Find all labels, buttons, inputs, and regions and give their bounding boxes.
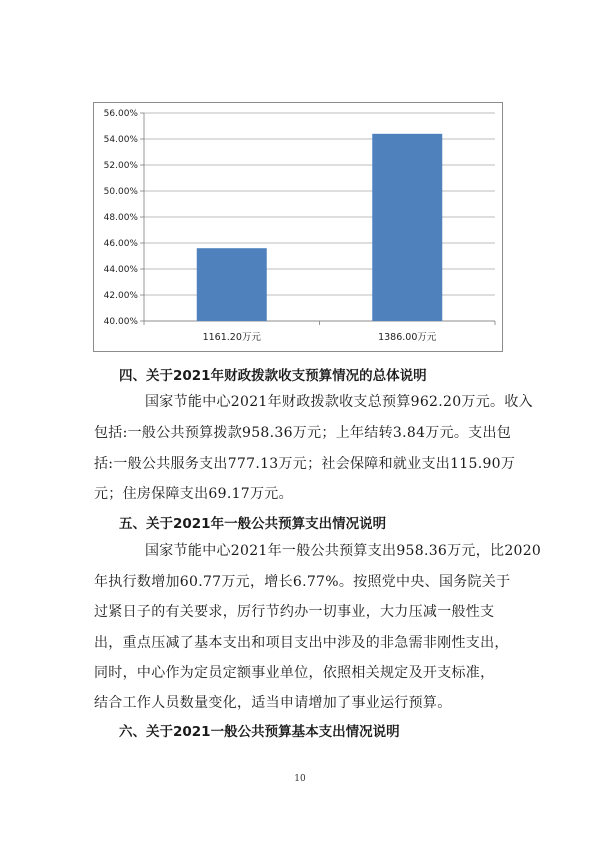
bar-chart — [93, 102, 503, 352]
chart-canvas — [94, 103, 504, 353]
x-category-label: 1161.20万元 — [202, 332, 261, 343]
section-4-heading: 四、关于2021年财政拨款收支预算情况的总体说明 — [119, 368, 427, 384]
y-tick-label: 54.00% — [103, 135, 138, 145]
section-5-line-5: 同时，中心作为定员定额事业单位，依照相关规定及开支标准， — [94, 665, 495, 681]
section-5-line-4: 出，重点压减了基本支出和项目支出中涉及的非急需非刚性支出， — [94, 635, 509, 651]
bar — [372, 134, 442, 321]
y-tick-label: 56.00% — [103, 109, 138, 119]
page-number: 10 — [294, 774, 306, 784]
y-tick-label: 44.00% — [103, 265, 138, 275]
y-tick-label: 50.00% — [103, 187, 138, 197]
x-category-label: 1386.00万元 — [378, 332, 437, 343]
y-tick-label: 42.00% — [103, 291, 138, 301]
section-5-line-6: 结合工作人员数量变化，适当申请增加了事业运行预算。 — [94, 695, 452, 711]
section-4-line-1: 国家节能中心2021年财政拨款收支总预算962.20万元。收入 — [145, 394, 533, 410]
section-5-line-1: 国家节能中心2021年一般公共预算支出958.36万元，比2020 — [145, 543, 542, 559]
y-tick-label: 46.00% — [103, 239, 138, 249]
y-tick-label: 52.00% — [103, 161, 138, 171]
section-4-line-4: 元；住房保障支出69.17万元。 — [94, 486, 293, 502]
section-4-line-3: 括:一般公共服务支出777.13万元；社会保障和就业支出115.90万 — [94, 456, 516, 472]
section-4-line-2: 包括:一般公共预算拨款958.36万元；上年结转3.84万元。支出包 — [94, 425, 512, 441]
bar — [197, 248, 267, 321]
section-5-line-2: 年执行数增加60.77万元，增长6.77%。按照党中央、国务院关于 — [94, 574, 511, 590]
section-6-heading: 六、关于2021一般公共预算基本支出情况说明 — [119, 724, 400, 740]
section-5-heading: 五、关于2021年一般公共预算支出情况说明 — [119, 516, 387, 532]
y-tick-label: 48.00% — [103, 213, 138, 223]
y-tick-label: 40.00% — [103, 317, 138, 327]
section-5-line-3: 过紧日子的有关要求，厉行节约办一切事业，大力压减一般性支 — [94, 604, 495, 620]
